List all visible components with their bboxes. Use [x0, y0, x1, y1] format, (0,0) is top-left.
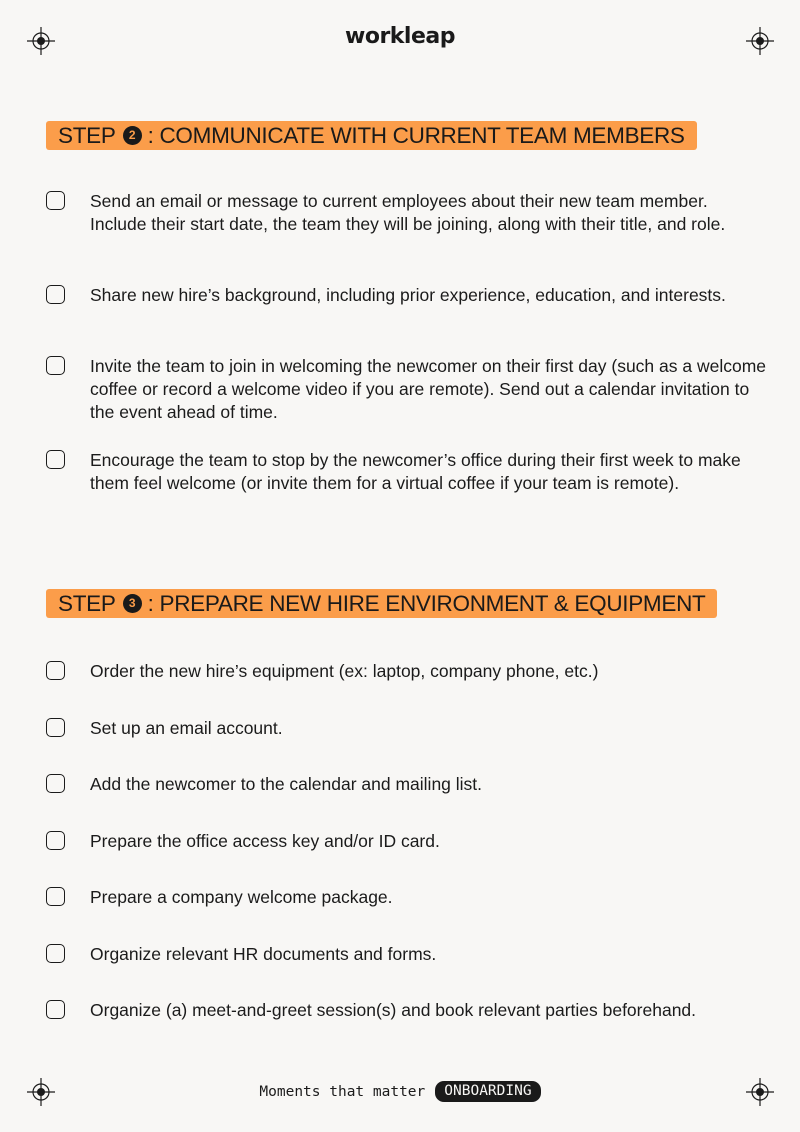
- checklist-item-text: Order the new hire’s equipment (ex: laptop, company phone, etc.): [90, 661, 599, 681]
- footer-tagline: Moments that matter: [259, 1083, 426, 1100]
- checklist-item-text: Add the newcomer to the calendar and mailing list.: [90, 774, 483, 794]
- step-2-prefix: STEP: [58, 122, 116, 148]
- checklist-item-text: Send an email or message to current employees about their new team member. Include their start date, the team they will be joining, along with their title, and role.: [90, 191, 726, 234]
- checklist-item: [46, 284, 766, 307]
- checkbox-icon[interactable]: [46, 774, 65, 793]
- checklist-item-text: Prepare the office access key and/or ID card.: [90, 831, 440, 851]
- checkbox-icon[interactable]: [46, 1000, 65, 1019]
- checklist-item: [46, 660, 766, 683]
- checklist-item: [46, 190, 766, 236]
- step-2-number-badge: 2: [123, 126, 142, 145]
- checkbox-icon[interactable]: [46, 450, 65, 469]
- step-2-header: [46, 121, 697, 150]
- checklist-item-text: Prepare a company welcome package.: [90, 887, 393, 907]
- checkbox-icon[interactable]: [46, 831, 65, 850]
- checkbox-icon[interactable]: [46, 191, 65, 210]
- footer: [0, 1081, 800, 1102]
- checklist-item: [46, 773, 766, 796]
- checkbox-icon[interactable]: [46, 356, 65, 375]
- checklist-item: [46, 886, 766, 909]
- checklist-item-text: Encourage the team to stop by the newcomer’s office during their first week to make them feel welcome (or invite them for a virtual coffee if your team is remote).: [90, 450, 741, 493]
- checklist-item-text: Set up an email account.: [90, 718, 283, 738]
- step-3-header: [46, 589, 717, 618]
- checklist-item: [46, 999, 766, 1022]
- checklist-item-text: Share new hire’s background, including prior experience, education, and interests.: [90, 285, 726, 305]
- checkbox-icon[interactable]: [46, 285, 65, 304]
- brand-logo: workleap: [345, 24, 455, 49]
- footer-badge: ONBOARDING: [435, 1081, 540, 1102]
- checkbox-icon[interactable]: [46, 944, 65, 963]
- checklist-item: [46, 943, 766, 966]
- step-2-title: : COMMUNICATE WITH CURRENT TEAM MEMBERS: [147, 122, 685, 148]
- checklist-item: [46, 355, 766, 424]
- checkbox-icon[interactable]: [46, 887, 65, 906]
- step-3-number-badge: 3: [123, 594, 142, 613]
- step-3-title: : PREPARE NEW HIRE ENVIRONMENT & EQUIPMENT: [147, 590, 706, 616]
- checklist-item: [46, 449, 766, 495]
- checkbox-icon[interactable]: [46, 661, 65, 680]
- checklist-item-text: Invite the team to join in welcoming the newcomer on their first day (such as a welcome coffee or record a welcome video if you are remote). Send out a calendar invitation to the event ahead of time.: [90, 356, 767, 422]
- checklist-item: [46, 717, 766, 740]
- checklist-item: [46, 830, 766, 853]
- checklist-item-text: Organize relevant HR documents and forms.: [90, 944, 437, 964]
- checkbox-icon[interactable]: [46, 718, 65, 737]
- checklist-item-text: Organize (a) meet-and-greet session(s) and book relevant parties beforehand.: [90, 1000, 697, 1020]
- step-3-prefix: STEP: [58, 590, 116, 616]
